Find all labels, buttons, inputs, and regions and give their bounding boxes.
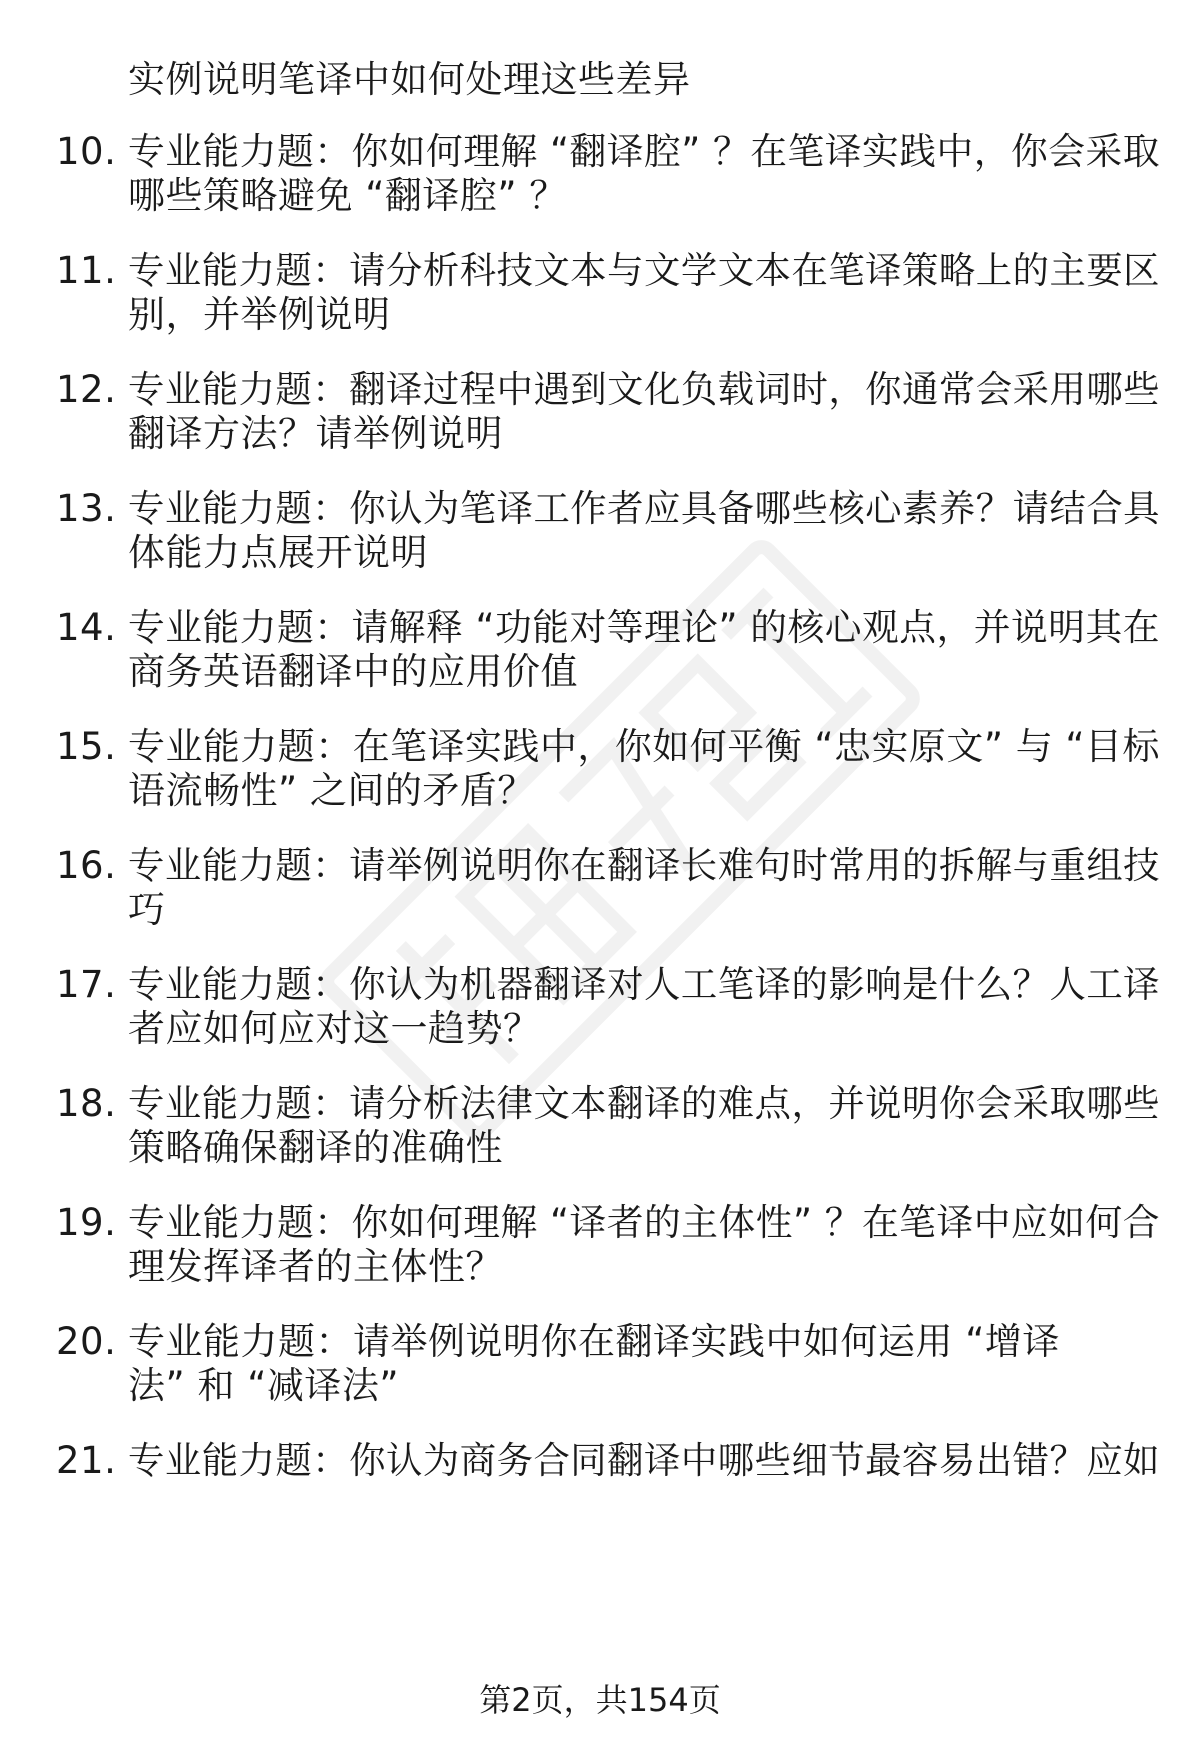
question-number: 17. bbox=[56, 963, 117, 1006]
question-number: 14. bbox=[56, 606, 117, 649]
question-text-line2: 法” 和 “减译法” bbox=[128, 1364, 400, 1407]
question-number: 19. bbox=[56, 1201, 117, 1244]
question-text-line1: 专业能力题：请分析科技文本与文学文本在笔译策略上的主要区 bbox=[128, 249, 1161, 292]
question-text-line1: 专业能力题：请解释 “功能对等理论” 的核心观点，并说明其在 bbox=[128, 606, 1161, 649]
page-footer: 第2页，共154页 bbox=[479, 1681, 721, 1719]
question-text-line2: 巧 bbox=[128, 888, 166, 931]
question-text-line2: 别，并举例说明 bbox=[128, 293, 391, 336]
question-text-line2: 翻译方法？请举例说明 bbox=[128, 412, 503, 455]
question-text-line1: 专业能力题：你如何理解 “译者的主体性” ？在笔译中应如何合 bbox=[128, 1201, 1161, 1244]
question-number: 11. bbox=[56, 249, 117, 292]
question-text-line2: 商务英语翻译中的应用价值 bbox=[128, 650, 578, 693]
question-number: 12. bbox=[56, 368, 117, 411]
question-text-line2: 策略确保翻译的准确性 bbox=[128, 1126, 503, 1169]
question-number: 10. bbox=[56, 130, 117, 173]
question-number: 13. bbox=[56, 487, 117, 530]
question-text-line1: 专业能力题：在笔译实践中，你如何平衡 “忠实原文” 与 “目标 bbox=[128, 725, 1160, 768]
question-text-line1: 专业能力题：请举例说明你在翻译长难句时常用的拆解与重组技 bbox=[128, 844, 1161, 887]
question-text-line2: 语流畅性” 之间的矛盾？ bbox=[128, 769, 535, 812]
question-text-line1: 专业能力题：你认为笔译工作者应具备哪些核心素养？请结合具 bbox=[128, 487, 1161, 530]
question-number: 16. bbox=[56, 844, 117, 887]
question-text-line1: 专业能力题：请分析法律文本翻译的难点，并说明你会采取哪些 bbox=[128, 1082, 1161, 1125]
question-text-line1: 专业能力题：你认为商务合同翻译中哪些细节最容易出错？应如 bbox=[128, 1439, 1161, 1482]
question-text-line2: 理发挥译者的主体性？ bbox=[128, 1245, 503, 1288]
question-number: 21. bbox=[56, 1439, 117, 1482]
continuation-text: 实例说明笔译中如何处理这些差异 bbox=[128, 58, 691, 101]
question-text-line2: 体能力点展开说明 bbox=[128, 531, 428, 574]
question-number: 18. bbox=[56, 1082, 117, 1125]
question-text-line1: 专业能力题：你如何理解 “翻译腔” ？在笔译实践中，你会采取 bbox=[128, 130, 1161, 173]
question-number: 15. bbox=[56, 725, 117, 768]
question-number: 20. bbox=[56, 1320, 117, 1363]
question-text-line2: 者应如何应对这一趋势？ bbox=[128, 1007, 541, 1050]
question-text-line1: 专业能力题：你认为机器翻译对人工笔译的影响是什么？人工译 bbox=[128, 963, 1161, 1006]
question-text-line1: 专业能力题：请举例说明你在翻译实践中如何运用 “增译 bbox=[128, 1320, 1060, 1363]
question-text-line2: 哪些策略避免 “翻译腔” ？ bbox=[128, 174, 567, 217]
question-text-line1: 专业能力题：翻译过程中遇到文化负载词时，你通常会采用哪些 bbox=[128, 368, 1161, 411]
